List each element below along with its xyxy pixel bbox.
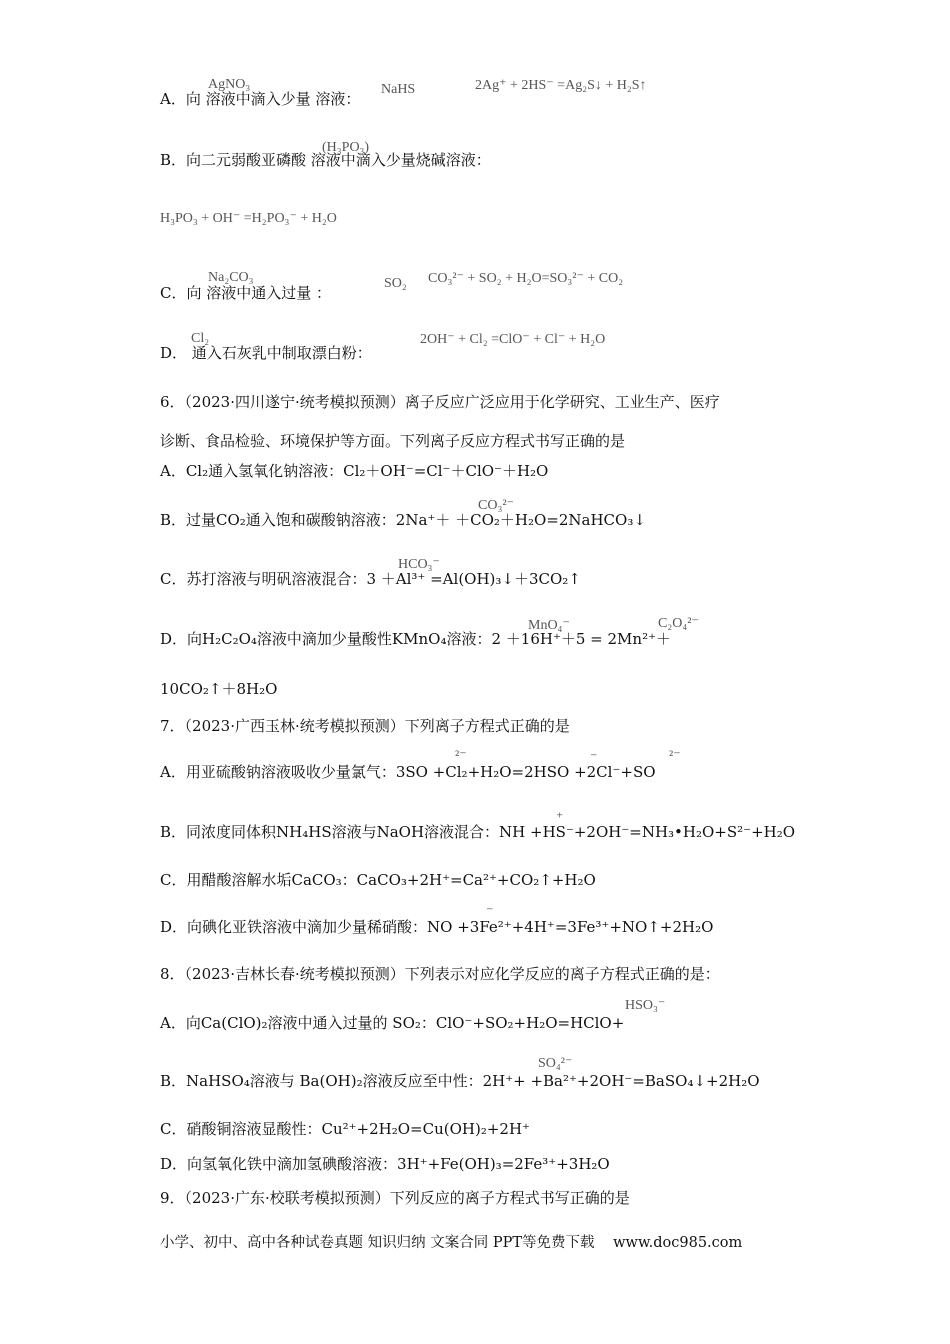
question-line: C．向 溶液中通入过量 ： xyxy=(160,284,332,302)
question-line: C．硝酸铜溶液显酸性：Cu²⁺+2H₂O=Cu(OH)₂+2H⁺ xyxy=(160,1120,530,1138)
formula-image: SO₄²⁻ xyxy=(538,1056,573,1071)
formula-image: Cl₂ xyxy=(191,331,210,346)
question-line: C．苏打溶液与明矾溶液混合：3 ＋Al³⁺ =Al(OH)₃↓＋3CO₂↑ xyxy=(160,570,581,588)
formula-image: C₂O₄²⁻ xyxy=(658,616,699,631)
question-line: B．同浓度同体积NH₄HS溶液与NaOH溶液混合：NH +HS⁻+2OH⁻=NH₃•H₂O+S²⁻+H₂O xyxy=(160,823,796,841)
question-line: 诊断、食品检验、环境保护等方面。下列离子反应方程式书写正确的是 xyxy=(160,432,626,450)
formula-image: SO₂ xyxy=(384,276,407,291)
question-line: D．向氢氧化铁中滴加氢碘酸溶液：3H⁺+Fe(OH)₃=2Fe³⁺+3H₂O xyxy=(160,1155,610,1173)
footer-text: 小学、初中、高中各种试卷真题 知识归纳 文案合同 PPT等免费下载 xyxy=(160,1235,595,1251)
formula-image: CO₃²⁻ xyxy=(478,498,514,513)
formula-image: ²⁻ xyxy=(669,749,681,764)
formula-image: MnO₄⁻ xyxy=(528,618,570,633)
question-line: D．向碘化亚铁溶液中滴加少量稀硝酸：NO +3Fe²⁺+4H⁺=3Fe³⁺+NO↑+2H₂O xyxy=(160,918,714,936)
question-line: A．用亚硫酸钠溶液吸收少量氯气：3SO +Cl₂+H₂O=2HSO +2Cl⁻+SO xyxy=(160,763,656,781)
question-line: 9．（2023·广东·校联考模拟预测）下列反应的离子方程式书写正确的是 xyxy=(160,1189,630,1207)
formula-image: Na₂CO₃ xyxy=(208,270,254,285)
footer xyxy=(160,1231,742,1252)
formula-image: HSO₃⁻ xyxy=(625,998,666,1013)
formula-image: H₃PO₃ + OH⁻ =H₂PO₃⁻ + H₂O xyxy=(160,211,337,226)
formula-image: CO₃²⁻ + SO₂ + H₂O=SO₃²⁻ + CO₂ xyxy=(428,271,624,286)
footer-url: www.doc985.com xyxy=(613,1235,743,1251)
question-line: 7．（2023·广西玉林·统考模拟预测）下列离子方程式正确的是 xyxy=(160,717,570,735)
formula-image: ⁺ xyxy=(556,811,564,826)
question-line: 6．（2023·四川遂宁·统考模拟预测）离子反应广泛应用于化学研究、工业生产、医疗 xyxy=(160,393,720,411)
question-line: B．过量CO₂通入饱和碳酸钠溶液：2Na⁺＋ ＋CO₂＋H₂O=2NaHCO₃↓ xyxy=(160,511,646,529)
formula-image: HCO₃⁻ xyxy=(398,557,440,572)
formula-image: 2Ag⁺ + 2HS⁻ =Ag₂S↓ + H₂S↑ xyxy=(475,78,647,93)
formula-image: (H₃PO₃) xyxy=(322,140,370,155)
question-line: B．NaHSO₄溶液与 Ba(OH)₂溶液反应至中性：2H⁺+ +Ba²⁺+2OH⁻=BaSO₄↓+2H₂O xyxy=(160,1072,760,1090)
question-line: A．向Ca(ClO)₂溶液中通入过量的 SO₂：ClO⁻+SO₂+H₂O=HClO+ xyxy=(160,1014,625,1032)
formula-image: 2OH⁻ + Cl₂ =ClO⁻ + Cl⁻ + H₂O xyxy=(420,332,606,347)
question-line: B．向二元弱酸亚磷酸 溶液中滴入少量烧碱溶液： xyxy=(160,151,491,169)
question-line: D．向H₂C₂O₄溶液中滴加少量酸性KMnO₄溶液：2 ＋16H⁺＋5 = 2Mn²⁺＋ xyxy=(160,630,671,648)
formula-image: ²⁻ xyxy=(455,749,467,764)
question-line: D． 通入石灰乳中制取漂白粉： xyxy=(160,344,372,362)
question-line: 8．（2023·吉林长春·统考模拟预测）下列表示对应化学反应的离子方程式正确的是： xyxy=(160,965,720,983)
question-line: A．向 溶液中滴入少量 溶液： xyxy=(160,90,361,108)
formula-image: ⁻ xyxy=(590,751,598,766)
question-line: A．Cl₂通入氢氧化钠溶液：Cl₂＋OH⁻=Cl⁻＋ClO⁻＋H₂O xyxy=(160,462,549,480)
question-line: C．用醋酸溶解水垢CaCO₃：CaCO₃+2H⁺=Ca²⁺+CO₂↑+H₂O xyxy=(160,871,596,889)
formula-image: AgNO₃ xyxy=(208,77,251,92)
formula-image: ⁻ xyxy=(486,905,494,920)
question-line: 10CO₂↑＋8H₂O xyxy=(160,680,278,698)
formula-image: NaHS xyxy=(381,82,416,97)
